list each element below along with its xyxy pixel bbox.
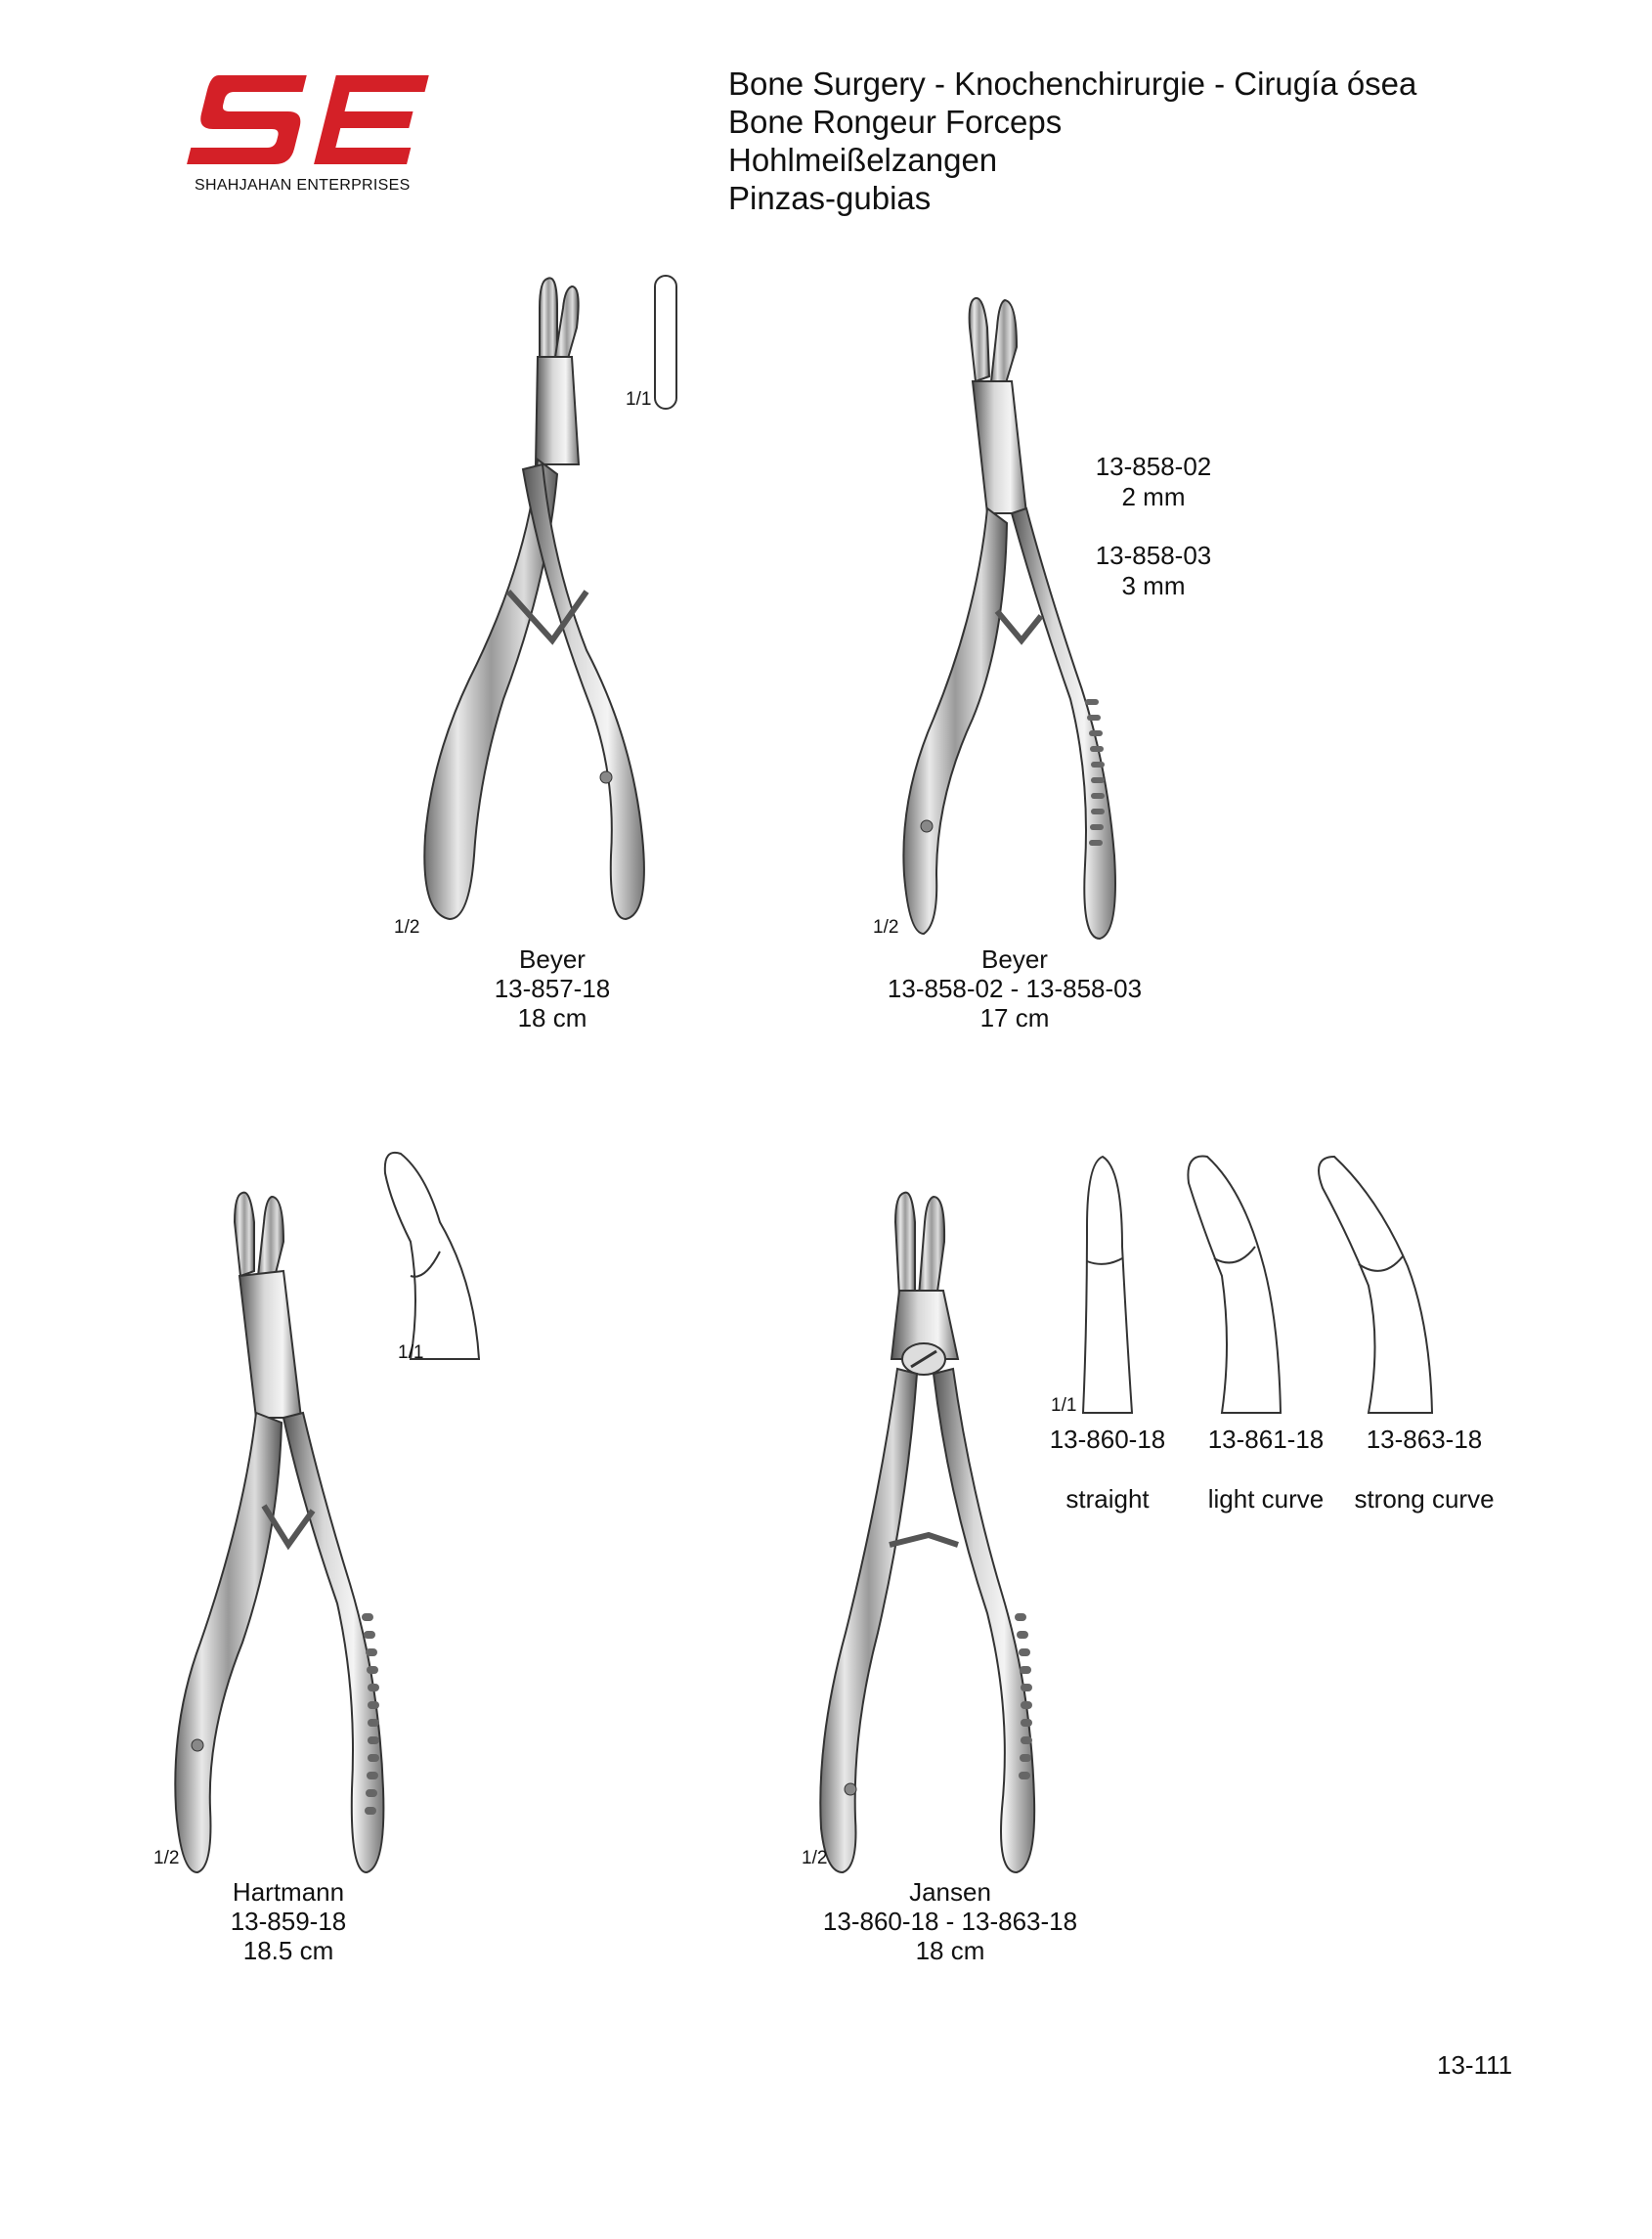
variant-code-2b: 13-858-03 xyxy=(1095,541,1212,570)
page-number: 13-111 xyxy=(1437,2050,1513,2080)
title-line-4: Pinzas-gubias xyxy=(728,180,932,216)
title-line-3: Hohlmeißelzangen xyxy=(728,142,998,178)
variant-size-2a: 2 mm xyxy=(1121,482,1186,511)
product-code-2: 13-858-02 - 13-858-03 xyxy=(887,974,1143,1003)
title-line-2: Bone Rongeur Forceps xyxy=(728,104,1063,140)
variant-size-2b: 3 mm xyxy=(1121,571,1186,600)
variant-code-4c: 13-863-18 xyxy=(1366,1425,1483,1454)
jaw-straight-icon xyxy=(1075,1149,1144,1423)
variant-shape-4a: straight xyxy=(1065,1484,1150,1514)
product-code-3: 13-859-18 xyxy=(230,1907,347,1936)
detail-scale-4: 1/1 xyxy=(1051,1395,1077,1416)
product-name-2: Beyer xyxy=(981,944,1048,974)
scale-2: 1/2 xyxy=(873,917,899,938)
product-code-1: 13-857-18 xyxy=(494,974,611,1003)
jansen-forceps-image xyxy=(802,1183,1026,1887)
product-name-4: Jansen xyxy=(909,1877,991,1907)
scale-3: 1/2 xyxy=(153,1848,180,1868)
logo xyxy=(191,70,430,202)
detail-scale-3: 1/1 xyxy=(398,1342,424,1363)
product-code-4: 13-860-18 - 13-863-18 xyxy=(822,1907,1078,1936)
product-size-3: 18.5 cm xyxy=(242,1936,334,1965)
variant-code-2a: 13-858-02 xyxy=(1095,452,1212,481)
jaw-strong-curve-icon xyxy=(1315,1149,1461,1423)
jaw-detail-3-icon xyxy=(381,1144,489,1369)
scale-1: 1/2 xyxy=(394,917,420,938)
variant-shape-4b: light curve xyxy=(1207,1484,1325,1514)
jaw-detail-1-icon xyxy=(653,274,682,411)
variant-shape-4c: strong curve xyxy=(1354,1484,1495,1514)
beyer-curved-forceps-image xyxy=(880,288,1105,963)
beyer-forceps-image xyxy=(411,269,635,944)
title-line-1: Bone Surgery - Knochenchirurgie - Cirugía ósea xyxy=(728,66,1417,102)
detail-scale-1: 1/1 xyxy=(626,389,652,410)
logo-mark xyxy=(191,70,430,178)
jaw-light-curve-icon xyxy=(1183,1149,1290,1423)
product-size-2: 17 cm xyxy=(979,1003,1050,1032)
product-size-4: 18 cm xyxy=(915,1936,985,1965)
product-name-3: Hartmann xyxy=(232,1877,345,1907)
company-name: SHAHJAHAN ENTERPRISES xyxy=(195,177,411,194)
variant-code-4b: 13-861-18 xyxy=(1207,1425,1325,1454)
product-name-1: Beyer xyxy=(519,944,586,974)
scale-4: 1/2 xyxy=(802,1848,828,1868)
product-size-1: 18 cm xyxy=(517,1003,587,1032)
hartmann-forceps-image xyxy=(156,1183,381,1887)
variant-code-4a: 13-860-18 xyxy=(1049,1425,1166,1454)
